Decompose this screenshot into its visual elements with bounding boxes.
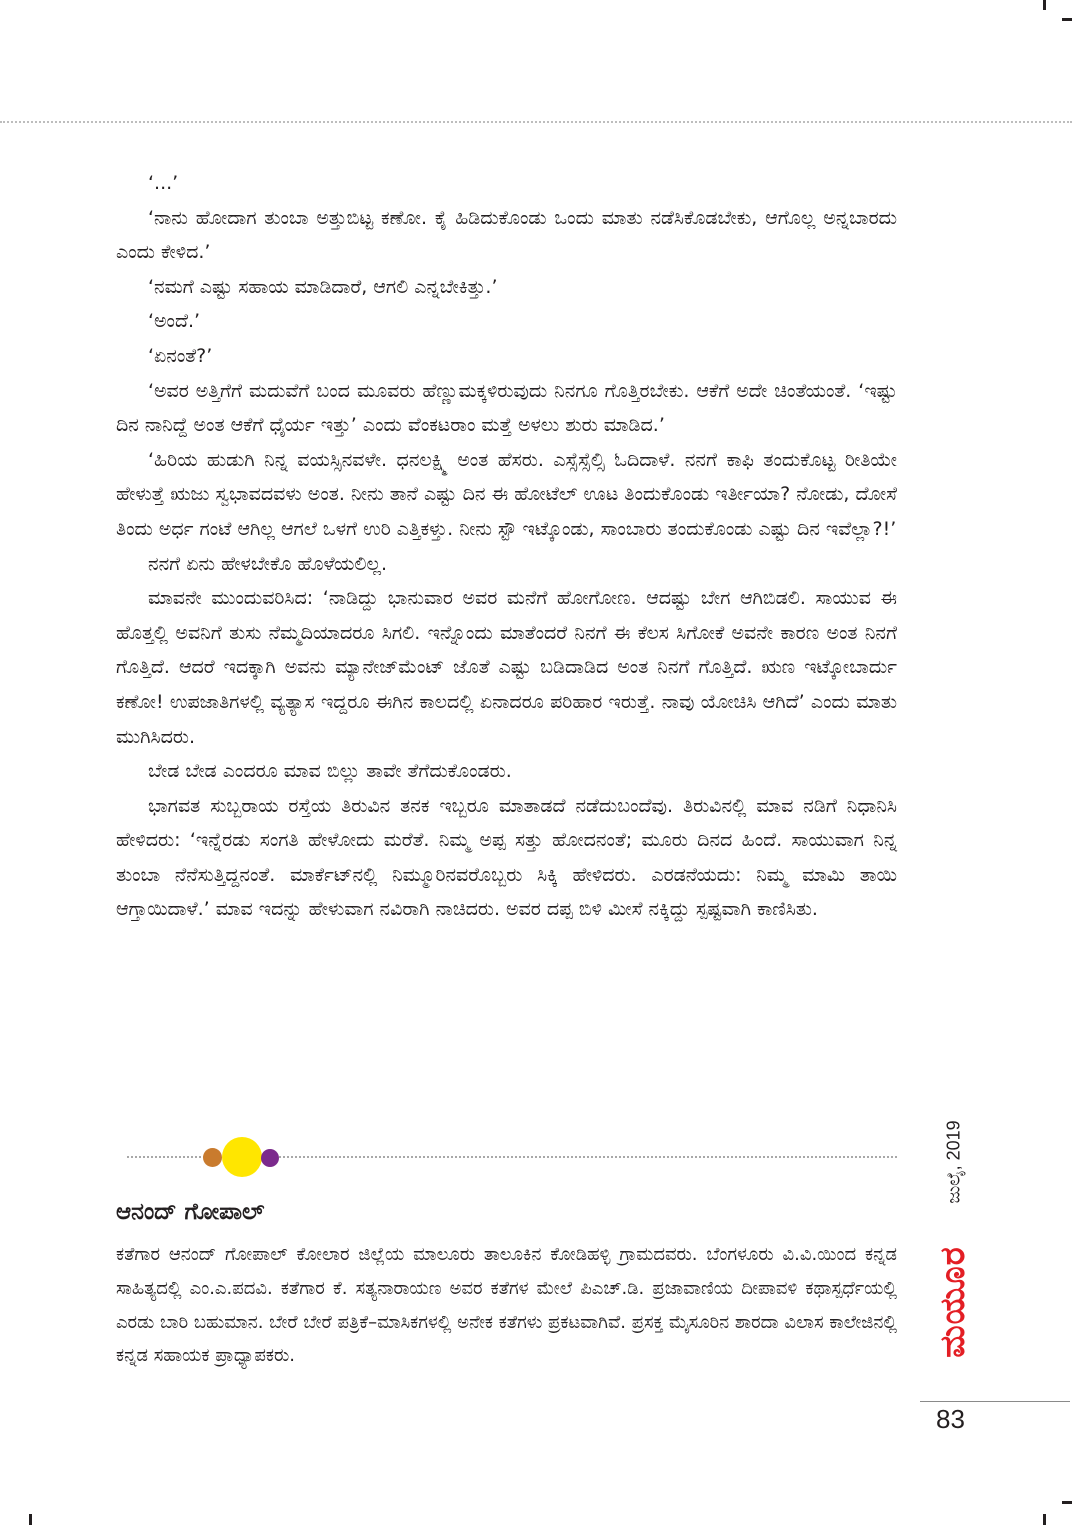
- crop-mark-top-right-side: [1062, 18, 1072, 21]
- page-number-rule: [920, 1401, 1070, 1402]
- story-paragraph: ನನಗೆ ಏನು ಹೇಳಬೇಕೊ ಹೊಳೆಯಲಿಲ್ಲ.: [148, 552, 388, 575]
- magazine-name: ಮಯೂರ: [933, 1246, 973, 1358]
- issue-date-text: ಜುಲೈ, 2019: [943, 1120, 964, 1204]
- story-paragraph: ‘ಅವರ ಅತ್ತಿಗೆಗೆ ಮದುವೆಗೆ ಬಂದ ಮೂವರು ಹೆಣ್ಣುಮಕ್ಕಳಿರುವುದು ನಿನಗೂ ಗೊತ್ತಿರಬೇಕು. ಆಕೆಗೆ ಅದೇ ಚಿಂತೆಯಂತೆ. ‘ಇಷ್ಟು ದಿನ ನಾನಿದ್ದೆ ಅಂತ ಆಕೆಗೆ ಧೈರ್ಯ ಇತ್ತು’ ಎಂದು ವೆಂಕಟರಾಂ ಮತ್ತೆ ಅಳಲು ಶುರು ಮಾಡಿದ.’: [116, 379, 897, 437]
- crop-mark-bottom-right-side: [1062, 1501, 1072, 1504]
- divider-dot-yellow: [222, 1137, 262, 1177]
- story-paragraph: ಬೇಡ ಬೇಡ ಎಂದರೂ ಮಾವ ಬಿಲ್ಲು ತಾವೇ ತೆಗೆದುಕೊಂಡರು.: [148, 760, 512, 783]
- story-paragraph: ‘ಅಂದೆ.’: [148, 310, 201, 333]
- author-bio-text: ಕತೆಗಾರ ಆನಂದ್ ಗೋಪಾಲ್ ಕೋಲಾರ ಜಿಲ್ಲೆಯ ಮಾಲೂರು ತಾಲೂಕಿನ ಕೋಡಿಹಳ್ಳಿ ಗ್ರಾಮದವರು. ಬೆಂಗಳೂರು ವಿ.ವಿ.ಯಿಂದ ಕನ್ನಡ ಸಾಹಿತ್ಯದಲ್ಲಿ ಎಂ.ಎ.ಪದವಿ. ಕತೆಗಾರ ಕೆ. ಸತ್ಯನಾರಾಯಣ ಅವರ ಕತೆಗಳ ಮೇಲೆ ಪಿಎಚ್.ಡಿ. ಪ್ರಜಾವಾಣಿಯ ದೀಪಾವಳಿ ಕಥಾಸ್ಪರ್ಧೆಯಲ್ಲಿ ಎರಡು ಬಾರಿ ಬಹುಮಾನ. ಬೇರೆ ಬೇರೆ ಪತ್ರಿಕೆ–ಮಾಸಿಕಗಳಲ್ಲಿ ಅನೇಕ ಕತೆಗಳು ಪ್ರಕಟವಾಗಿವೆ. ಪ್ರಸಕ್ತ ಮೈಸೂರಿನ ಶಾರದಾ ವಿಲಾಸ ಕಾಲೇಜಿನಲ್ಲಿ ಕನ್ನಡ ಸಹಾಯಕ ಪ್ರಾಧ್ಯಾಪಕರು.: [116, 1244, 897, 1367]
- story-paragraph: ‘ನಾನು ಹೋದಾಗ ತುಂಬಾ ಅತ್ತುಬಿಟ್ಟ ಕಣೋ. ಕೈ ಹಿಡಿದುಕೊಂಡು ಒಂದು ಮಾತು ನಡೆಸಿಕೊಡಬೇಕು, ಆಗೊಲ್ಲ ಅನ್ನಬಾರದು ಎಂದು ಕೇಳಿದ.’: [116, 206, 897, 264]
- crop-mark-bottom-left: [29, 1514, 32, 1525]
- crop-mark-bottom-right: [1043, 1514, 1046, 1525]
- story-paragraph: ‘...’: [148, 172, 179, 194]
- story-paragraph: ‘ಏನಂತೆ?’: [148, 344, 213, 367]
- story-paragraph: ‘ಹಿರಿಯ ಹುಡುಗಿ ನಿನ್ನ ವಯಸ್ಸಿನವಳೇ. ಧನಲಕ್ಷ್ಮಿ ಅಂತ ಹೆಸರು. ಎಸ್ಸೆಸ್ಸೆಲ್ಸಿ ಓದಿದಾಳೆ. ನನಗೆ ಕಾಫಿ ತಂದುಕೊಟ್ಟ ರೀತಿಯೇ ಹೇಳುತ್ತೆ ಋಜು ಸ್ವಭಾವದವಳು ಅಂತ. ನೀನು ತಾನೆ ಎಷ್ಟು ದಿನ ಈ ಹೋಟೆಲ್ ಊಟ ತಿಂದುಕೊಂಡು ಇರ್ತೀಯಾ? ನೋಡು, ದೋಸೆ ತಿಂದು ಅರ್ಧ ಗಂಟೆ ಆಗಿಲ್ಲ ಆಗಲೆ ಒಳಗೆ ಉರಿ ಎತ್ತಿಕಳ್ತು. ನೀನು ಸ್ಟೌ ಇಟ್ಕೊಂಡು, ಸಾಂಬಾರು ತಂದುಕೊಂಡು ಎಷ್ಟು ದಿನ ಇವೆಲ್ಲಾ?!’: [116, 448, 897, 540]
- page-number: 83: [936, 1404, 965, 1434]
- story-body: [116, 166, 897, 927]
- crop-mark-top-right: [1043, 0, 1046, 10]
- divider-dot-orange: [203, 1148, 222, 1167]
- author-name: ಆನಂದ್ ಗೋಪಾಲ್: [116, 1199, 265, 1225]
- story-paragraph: ಮಾವನೇ ಮುಂದುವರಿಸಿದ: ‘ನಾಡಿದ್ದು ಭಾನುವಾರ ಅವರ ಮನೆಗೆ ಹೋಗೋಣ. ಆದಷ್ಟು ಬೇಗ ಆಗಿಬಿಡಲಿ. ಸಾಯುವ ಈ ಹೊತ್ತಲ್ಲಿ ಅವನಿಗೆ ತುಸು ನೆಮ್ಮದಿಯಾದರೂ ಸಿಗಲಿ. ಇನ್ನೊಂದು ಮಾತೆಂದರೆ ನಿನಗೆ ಈ ಕೆಲಸ ಸಿಗೋಕೆ ಅವನೇ ಕಾರಣ ಅಂತ ನಿನಗೆ ಗೊತ್ತಿದೆ. ಆದರೆ ಇದಕ್ಕಾಗಿ ಅವನು ಮ್ಯಾನೇಜ್‌ಮೆಂಟ್ ಜೊತೆ ಎಷ್ಟು ಬಡಿದಾಡಿದ ಅಂತ ನಿನಗೆ ಗೊತ್ತಿದೆ. ಋಣ ಇಟ್ಕೋಬಾರ್ದು ಕಣೋ! ಉಪಜಾತಿಗಳಲ್ಲಿ ವ್ಯತ್ಯಾಸ ಇದ್ದರೂ ಈಗಿನ ಕಾಲದಲ್ಲಿ ಏನಾದರೂ ಪರಿಹಾರ ಇರುತ್ತೆ. ನಾವು ಯೋಚಿಸಿ ಆಗಿದೆ’ ಎಂದು ಮಾತು ಮುಗಿಸಿದರು.: [116, 587, 897, 748]
- divider-dot-purple: [261, 1149, 279, 1167]
- author-bio: [116, 1238, 897, 1373]
- top-dotted-rule: [0, 121, 1072, 123]
- story-paragraph: ‘ನಮಗೆ ಎಷ್ಟು ಸಹಾಯ ಮಾಡಿದಾರೆ, ಆಗಲಿ ಎನ್ನಬೇಕಿತ್ತು.’: [148, 275, 498, 298]
- story-paragraph: ಭಾಗವತ ಸುಬ್ಬರಾಯ ರಸ್ತೆಯ ತಿರುವಿನ ತನಕ ಇಬ್ಬರೂ ಮಾತಾಡದೆ ನಡೆದುಬಂದೆವು. ತಿರುವಿನಲ್ಲಿ ಮಾವ ನಡಿಗೆ ನಿಧಾನಿಸಿ ಹೇಳಿದರು: ‘ಇನ್ನೆರಡು ಸಂಗತಿ ಹೇಳೋದು ಮರೆತೆ. ನಿಮ್ಮ ಅಪ್ಪ ಸತ್ತು ಹೋದನಂತೆ; ಮೂರು ದಿನದ ಹಿಂದೆ. ಸಾಯುವಾಗ ನಿನ್ನ ತುಂಬಾ ನೆನೆಸುತ್ತಿದ್ದನಂತೆ. ಮಾರ್ಕೆಟ್‌ನಲ್ಲಿ ನಿಮ್ಮೂರಿನವರೊಬ್ಬರು ಸಿಕ್ಕಿ ಹೇಳಿದರು. ಎರಡನೆಯದು: ನಿಮ್ಮ ಮಾಮಿ ತಾಯಿ ಆಗ್ತಾಯಿದಾಳೆ.’ ಮಾವ ಇದನ್ನು ಹೇಳುವಾಗ ನವಿರಾಗಿ ನಾಚಿದರು. ಅವರ ದಪ್ಪ ಬಿಳಿ ಮೀಸೆ ನಕ್ಕಿದ್ದು ಸ್ಪಷ್ಟವಾಗಿ ಕಾಣಿಸಿತು.: [116, 794, 897, 921]
